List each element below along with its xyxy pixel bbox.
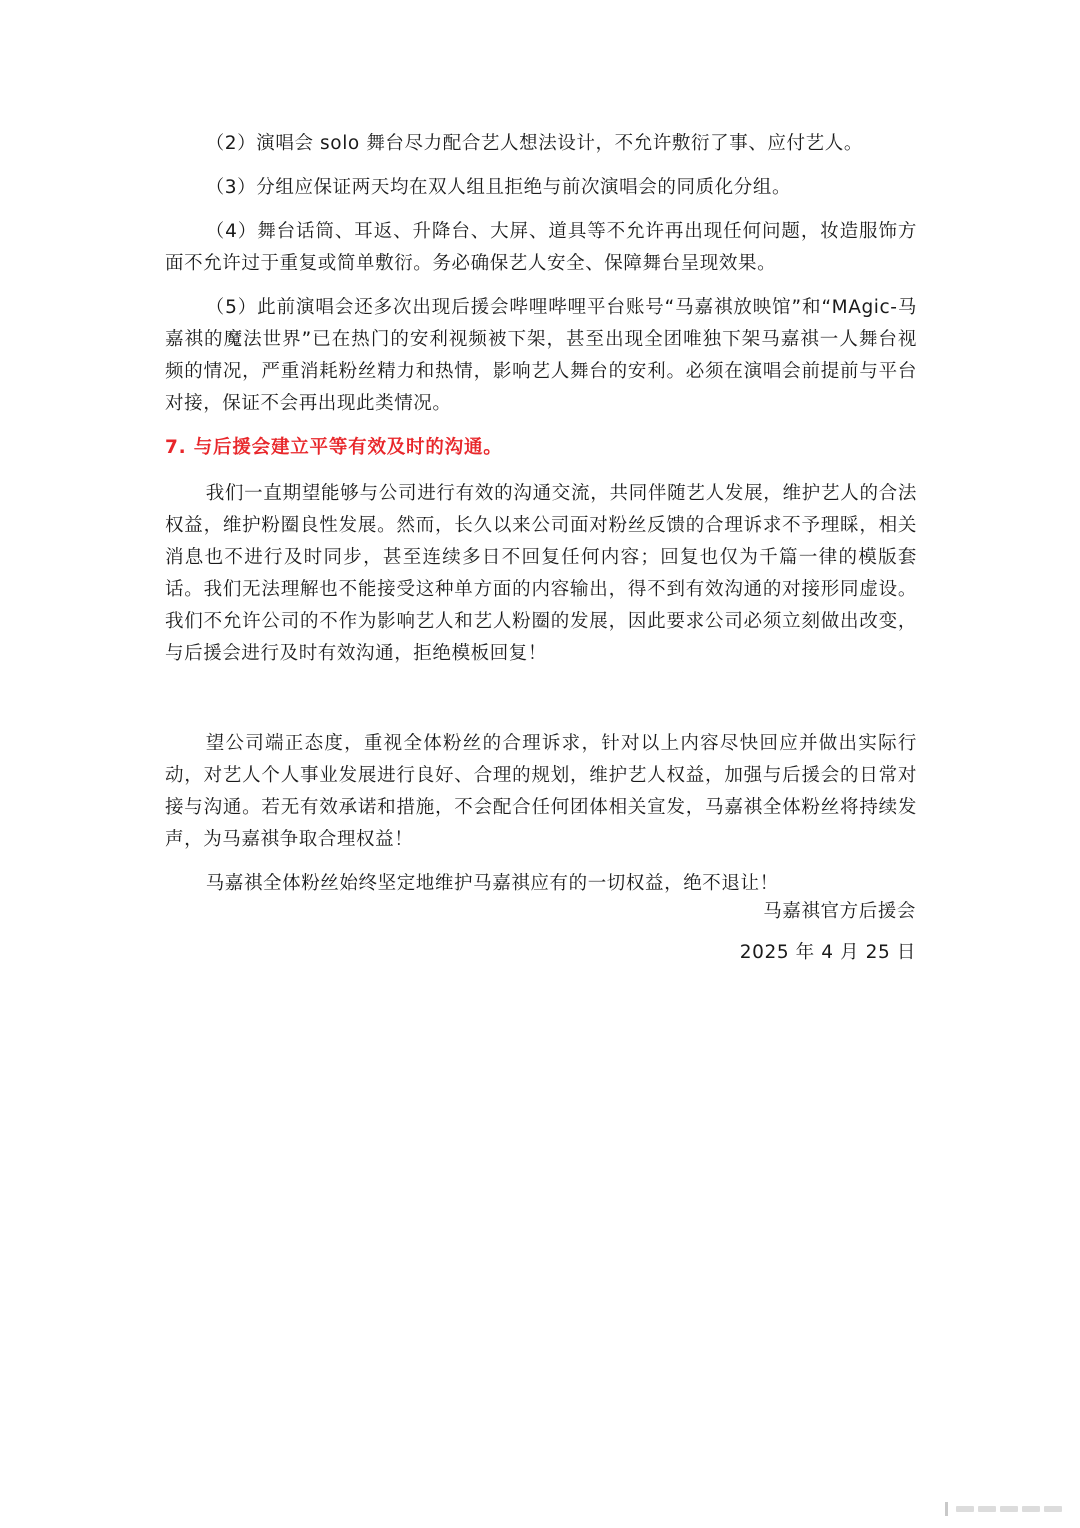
- item-2: （2）演唱会 solo 舞台尽力配合艺人想法设计，不允许敷衍了事、应付艺人。: [205, 133, 863, 154]
- section-7-heading: 7. 与后援会建立平等有效及时的沟通。: [165, 437, 503, 458]
- signature-block: [740, 896, 916, 978]
- watermark-dash-icon: [956, 1506, 974, 1512]
- watermark-dash-icon: [1044, 1506, 1062, 1512]
- watermark-dash-icon: [978, 1506, 996, 1512]
- watermark-dash-icon: [1000, 1506, 1018, 1512]
- watermark-dash-icon: [1022, 1506, 1040, 1512]
- item-4: （4）舞台话筒、耳返、升降台、大屏、道具等不允许再出现任何问题，妆造服饰方面不允许过于重复或简单敷衍。务必确保艺人安全、保障舞台呈现效果。: [165, 221, 917, 274]
- item-5: （5）此前演唱会还多次出现后援会哔哩哔哩平台账号“马嘉祺放映馆”和“MAgic-马嘉祺的魔法世界”已在热门的安利视频被下架，甚至出现全团唯独下架马嘉祺一人舞台视频的情况，严重消耗粉丝精力和热情，影响艺人舞台的安利。必须在演唱会前提前与平台对接，保证不会再出现此类情况。: [165, 297, 917, 414]
- signature-date: 2025 年 4 月 25 日: [739, 942, 916, 963]
- closing-paragraph: 望公司端正态度，重视全体粉丝的合理诉求，针对以上内容尽快回应并做出实际行动，对艺人个人事业发展进行良好、合理的规划，维护艺人权益，加强与后援会的日常对接与沟通。若无有效承诺和措施，不会配合任何团体相关宣发，马嘉祺全体粉丝将持续发声，为马嘉祺争取合理权益！: [165, 733, 917, 850]
- watermark-mark: [945, 1502, 1062, 1516]
- document-body: [165, 128, 917, 912]
- watermark-bracket-icon: [945, 1502, 948, 1516]
- spacer: [165, 682, 917, 728]
- section-7-body: 我们一直期望能够与公司进行有效的沟通交流，共同伴随艺人发展，维护艺人的合法权益，维护粉圈良性发展。然而，长久以来公司面对粉丝反馈的合理诉求不予理睬，相关消息也不进行及时同步，甚至连续多日不回复任何内容；回复也仅为千篇一律的模版套话。我们无法理解也不能接受这种单方面的内容输出，得不到有效沟通的对接形同虚设。我们不允许公司的不作为影响艺人和艺人粉圈的发展，因此要求公司必须立刻做出改变，与后援会进行及时有效沟通，拒绝模板回复！: [165, 483, 917, 664]
- signature-org: 马嘉祺官方后援会: [763, 901, 916, 922]
- closing-statement: 马嘉祺全体粉丝始终坚定地维护马嘉祺应有的一切权益，绝不退让！: [205, 873, 779, 894]
- item-3: （3）分组应保证两天均在双人组且拒绝与前次演唱会的同质化分组。: [205, 177, 792, 198]
